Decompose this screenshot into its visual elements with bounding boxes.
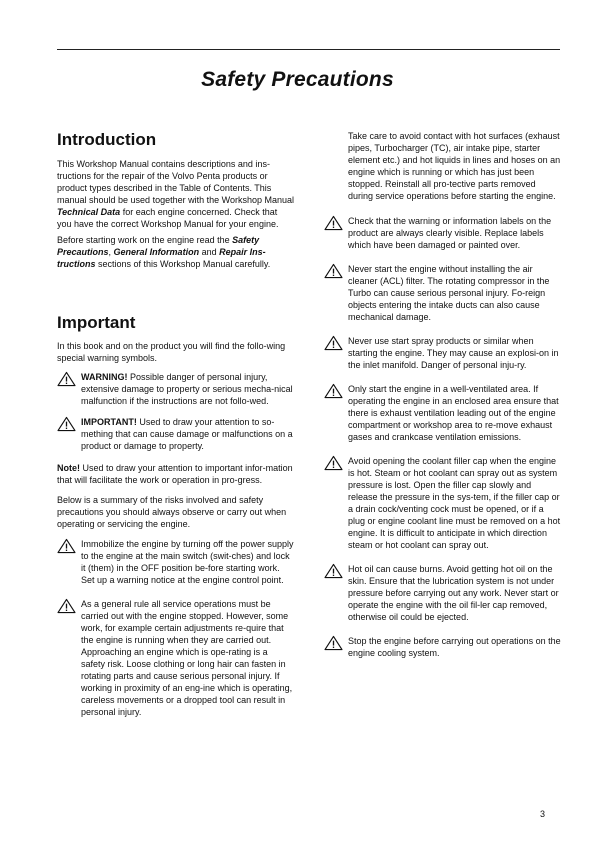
summary-paragraph: Below is a summary of the risks involved and safety precautions you should always observe or carry out when operating or servicing the engine. xyxy=(57,495,287,529)
precaution-item: Check that the warning or information labels on the product are always clearly visible. Replace labels which have been damaged or painted over. xyxy=(324,215,561,251)
warning-triangle-icon xyxy=(324,455,343,471)
right-column xyxy=(324,130,561,659)
symbols-intro-paragraph: In this book and on the product you will find the follo-wing special warning symbols. xyxy=(57,341,286,363)
introduction-heading: Introduction xyxy=(57,130,157,149)
warning-triangle-icon xyxy=(324,383,343,399)
intro-paragraph: This Workshop Manual contains descriptions and ins-tructions for the repair of the Volvo Penta products or product types described in the Table of Contents. This manual should be used together with the Workshop Manual Technical Data for each engine concerned. Check that you have the correct Workshop Manual for your engine. xyxy=(57,159,294,229)
precaution-item: Stop the engine before carrying out operations on the engine cooling system. xyxy=(324,635,561,659)
important-definition: IMPORTANT! Used to draw your attention to so-mething that can cause damage or malfunctions on a product or damage to property. xyxy=(57,416,294,452)
precaution-item: Only start the engine in a well-ventilated area. If operating the engine in an enclosed area ensure that there is exhaust ventilation leading out of the engine compartment or workshop area to re-move exhaust gases and crankcase ventilation emissions. xyxy=(324,383,561,443)
warning-triangle-icon xyxy=(57,598,76,614)
left-column xyxy=(57,130,294,718)
precaution-item: Hot oil can cause burns. Avoid getting hot oil on the skin. Ensure that the lubrication system is not under pressure before carrying out any work. Never start or operate the engine with the oil fil-ler cap removed, otherwise oil could be ejected. xyxy=(324,563,561,623)
precaution-item: Never use start spray products or similar when starting the engine. They may cause an explosi-on in the inlet manifold. Danger of personal inju-ry. xyxy=(324,335,561,371)
intro-read-paragraph: Before starting work on the engine read the Safety Precautions, General Information and Repair Ins-tructions sections of this Workshop Manual carefully. xyxy=(57,235,271,269)
warning-triangle-icon xyxy=(57,538,76,554)
warning-triangle-icon xyxy=(57,416,76,432)
hot-surfaces-paragraph: Take care to avoid contact with hot surfaces (exhaust pipes, Turbocharger (TC), air intake pipe, starter element etc.) and hot liquids in lines and hoses on an engine which is running or which has just been stopped. Reinstall all pro-tective parts removed during service operations before starting the engine. xyxy=(348,131,561,201)
page-title: Safety Precautions xyxy=(201,68,394,91)
header-rule xyxy=(57,49,560,50)
page-number: 3 xyxy=(540,809,546,819)
warning-triangle-icon xyxy=(57,371,76,387)
precaution-item: As a general rule all service operations must be carried out with the engine stopped. However, some work, for example certain adjustments re-quire that the engine is running when they are carried out. Approaching an engine which is ope-rating is a safety risk. Loose clothing or long hair can fasten in rotating parts and cause serious personal injury. If working in proximity of an eng-ine which is operating, careless movements or a dropped tool can result in personal injury. xyxy=(57,598,294,718)
warning-triangle-icon xyxy=(324,335,343,351)
precaution-item: Avoid opening the coolant filler cap when the engine is hot. Steam or hot coolant can spray out as system pressure is lost. Open the filler cap slowly and release the pressure in the sys-tem, if the filler cap or a drain cock/venting cock must be opened, or if a plug or engine coolant line must be removed on a hot engine. It is difficult to anticipate in which direction steam or hot coolant can spray out. xyxy=(324,455,561,551)
precaution-item: Immobilize the engine by turning off the power supply to the engine at the main switch (swit-ches) and lock it (them) in the OFF position be-fore starting work. Set up a warning notice at the engine control point. xyxy=(57,538,294,586)
important-heading: Important xyxy=(57,313,136,332)
warning-triangle-icon xyxy=(324,215,343,231)
warning-triangle-icon xyxy=(324,563,343,579)
warning-triangle-icon xyxy=(324,635,343,651)
warning-definition: WARNING! Possible danger of personal injury, extensive damage to property or serious mecha-nical malfunction if the instructions are not follo-wed. xyxy=(57,371,294,407)
precaution-item: Never start the engine without installing the air cleaner (ACL) filter. The rotating compressor in the Turbo can cause serious personal injury. Fo-reign objects entering the intake ducts can also cause mechanical damage. xyxy=(324,263,561,323)
warning-triangle-icon xyxy=(324,263,343,279)
note-definition: Note! Used to draw your attention to important infor-mation that will facilitate the work or operation in pro-gress. xyxy=(57,463,293,485)
